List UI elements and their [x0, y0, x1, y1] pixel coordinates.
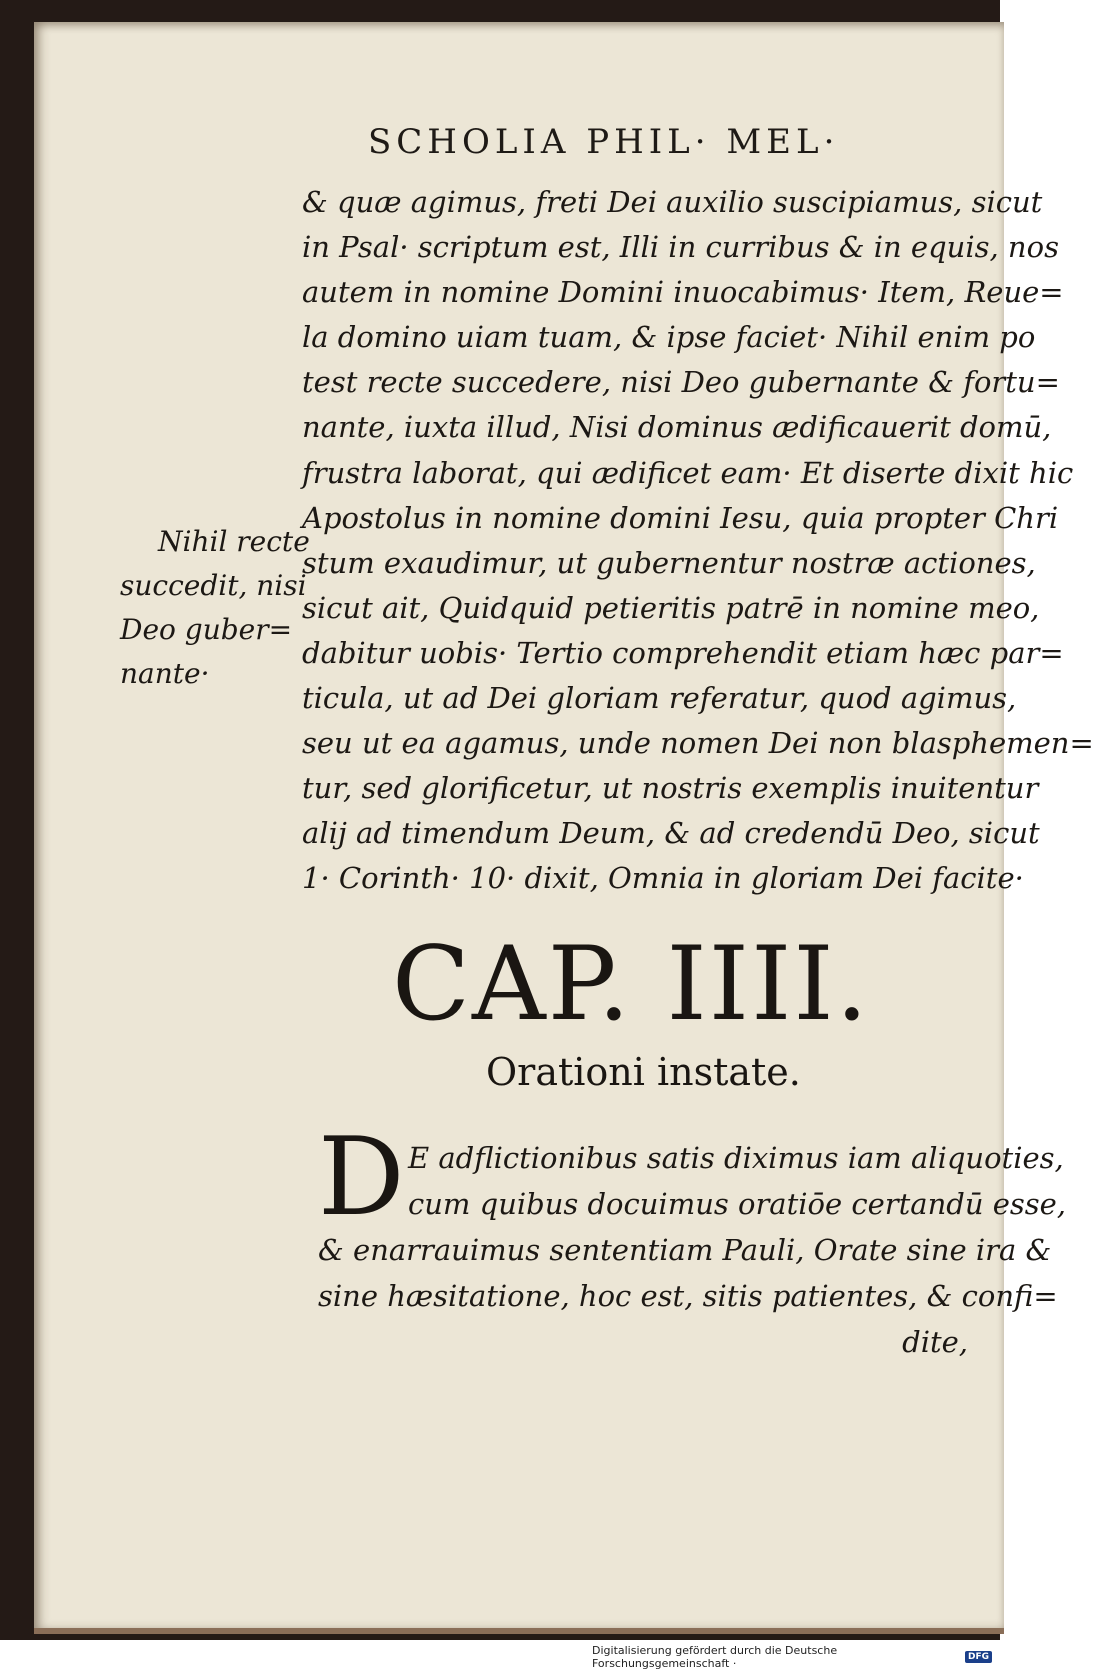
dfg-logo: DFG: [965, 1651, 992, 1663]
body-line: E adflictionibus satis diximus iam aliquoties,: [408, 1141, 1064, 1175]
body-line: Apostolus in nomine domini Iesu, quia propter Chri: [302, 500, 1059, 535]
body-line: & enarrauimus sententiam Pauli, Orate sine ira &: [318, 1233, 1052, 1267]
marginal-line: Deo guber=: [120, 613, 293, 646]
body-text-block: [302, 180, 1094, 902]
chapter-subtitle: Orationi instate.: [486, 1050, 801, 1094]
body-line: autem in nomine Domini inuocabimus· Item, Reue=: [302, 275, 1064, 310]
body-line: nante, iuxta illud, Nisi dominus ædificauerit domū,: [302, 410, 1052, 445]
marginal-line: succedit, nisi: [120, 569, 307, 602]
body-line: la domino uiam tuam, & ipse faciet· Nihil enim po: [302, 320, 1036, 355]
digitization-credit: [592, 1644, 992, 1670]
chapter-body-text: [318, 1135, 1067, 1365]
marginal-note: [120, 520, 310, 696]
body-line: sicut ait, Quidquid petieritis patrē in nomine meo,: [302, 590, 1040, 625]
credit-text: Digitalisierung gefördert durch die Deutsche Forschungsgemeinschaft ·: [592, 1644, 838, 1670]
body-line: frustra laborat, qui ædificet eam· Et diserte dixit hic: [302, 455, 1074, 490]
body-line: dabitur uobis· Tertio comprehendit etiam hæc par=: [302, 635, 1064, 670]
body-line: test recte succedere, nisi Deo gubernante & fortu=: [302, 365, 1060, 400]
drop-initial: D: [318, 1115, 405, 1240]
body-line: stum exaudimur, ut gubernentur nostræ actiones,: [302, 545, 1036, 580]
body-line: dite,: [902, 1325, 968, 1359]
body-line: & quæ agimus, freti Dei auxilio suscipiamus, sicut: [302, 185, 1043, 219]
marginal-line: Nihil recte: [158, 525, 310, 558]
body-line: tur, sed glorificetur, ut nostris exemplis inuitentur: [302, 771, 1039, 806]
body-line: cum quibus docuimus oratiōe certandū esse,: [408, 1187, 1067, 1221]
marginal-line: nante·: [120, 657, 210, 690]
body-line: alij ad timendum Deum, & ad credendū Deo, sicut: [302, 816, 1040, 851]
page-edge: [34, 1628, 1004, 1634]
body-line: 1· Corinth· 10· dixit, Omnia in gloriam Dei facite·: [302, 861, 1024, 896]
body-line: sine hæsitatione, hoc est, sitis patientes, & confi=: [318, 1279, 1058, 1313]
running-head: SCHOLIA PHIL· MEL·: [368, 122, 840, 162]
chapter-title: CAP. IIII.: [392, 925, 871, 1044]
body-line: seu ut ea agamus, unde nomen Dei non blasphemen=: [302, 726, 1094, 761]
body-line: ticula, ut ad Dei gloriam referatur, quod agimus,: [302, 681, 1017, 716]
body-line: in Psal· scriptum est, Illi in curribus & in equis, nos: [302, 230, 1059, 265]
